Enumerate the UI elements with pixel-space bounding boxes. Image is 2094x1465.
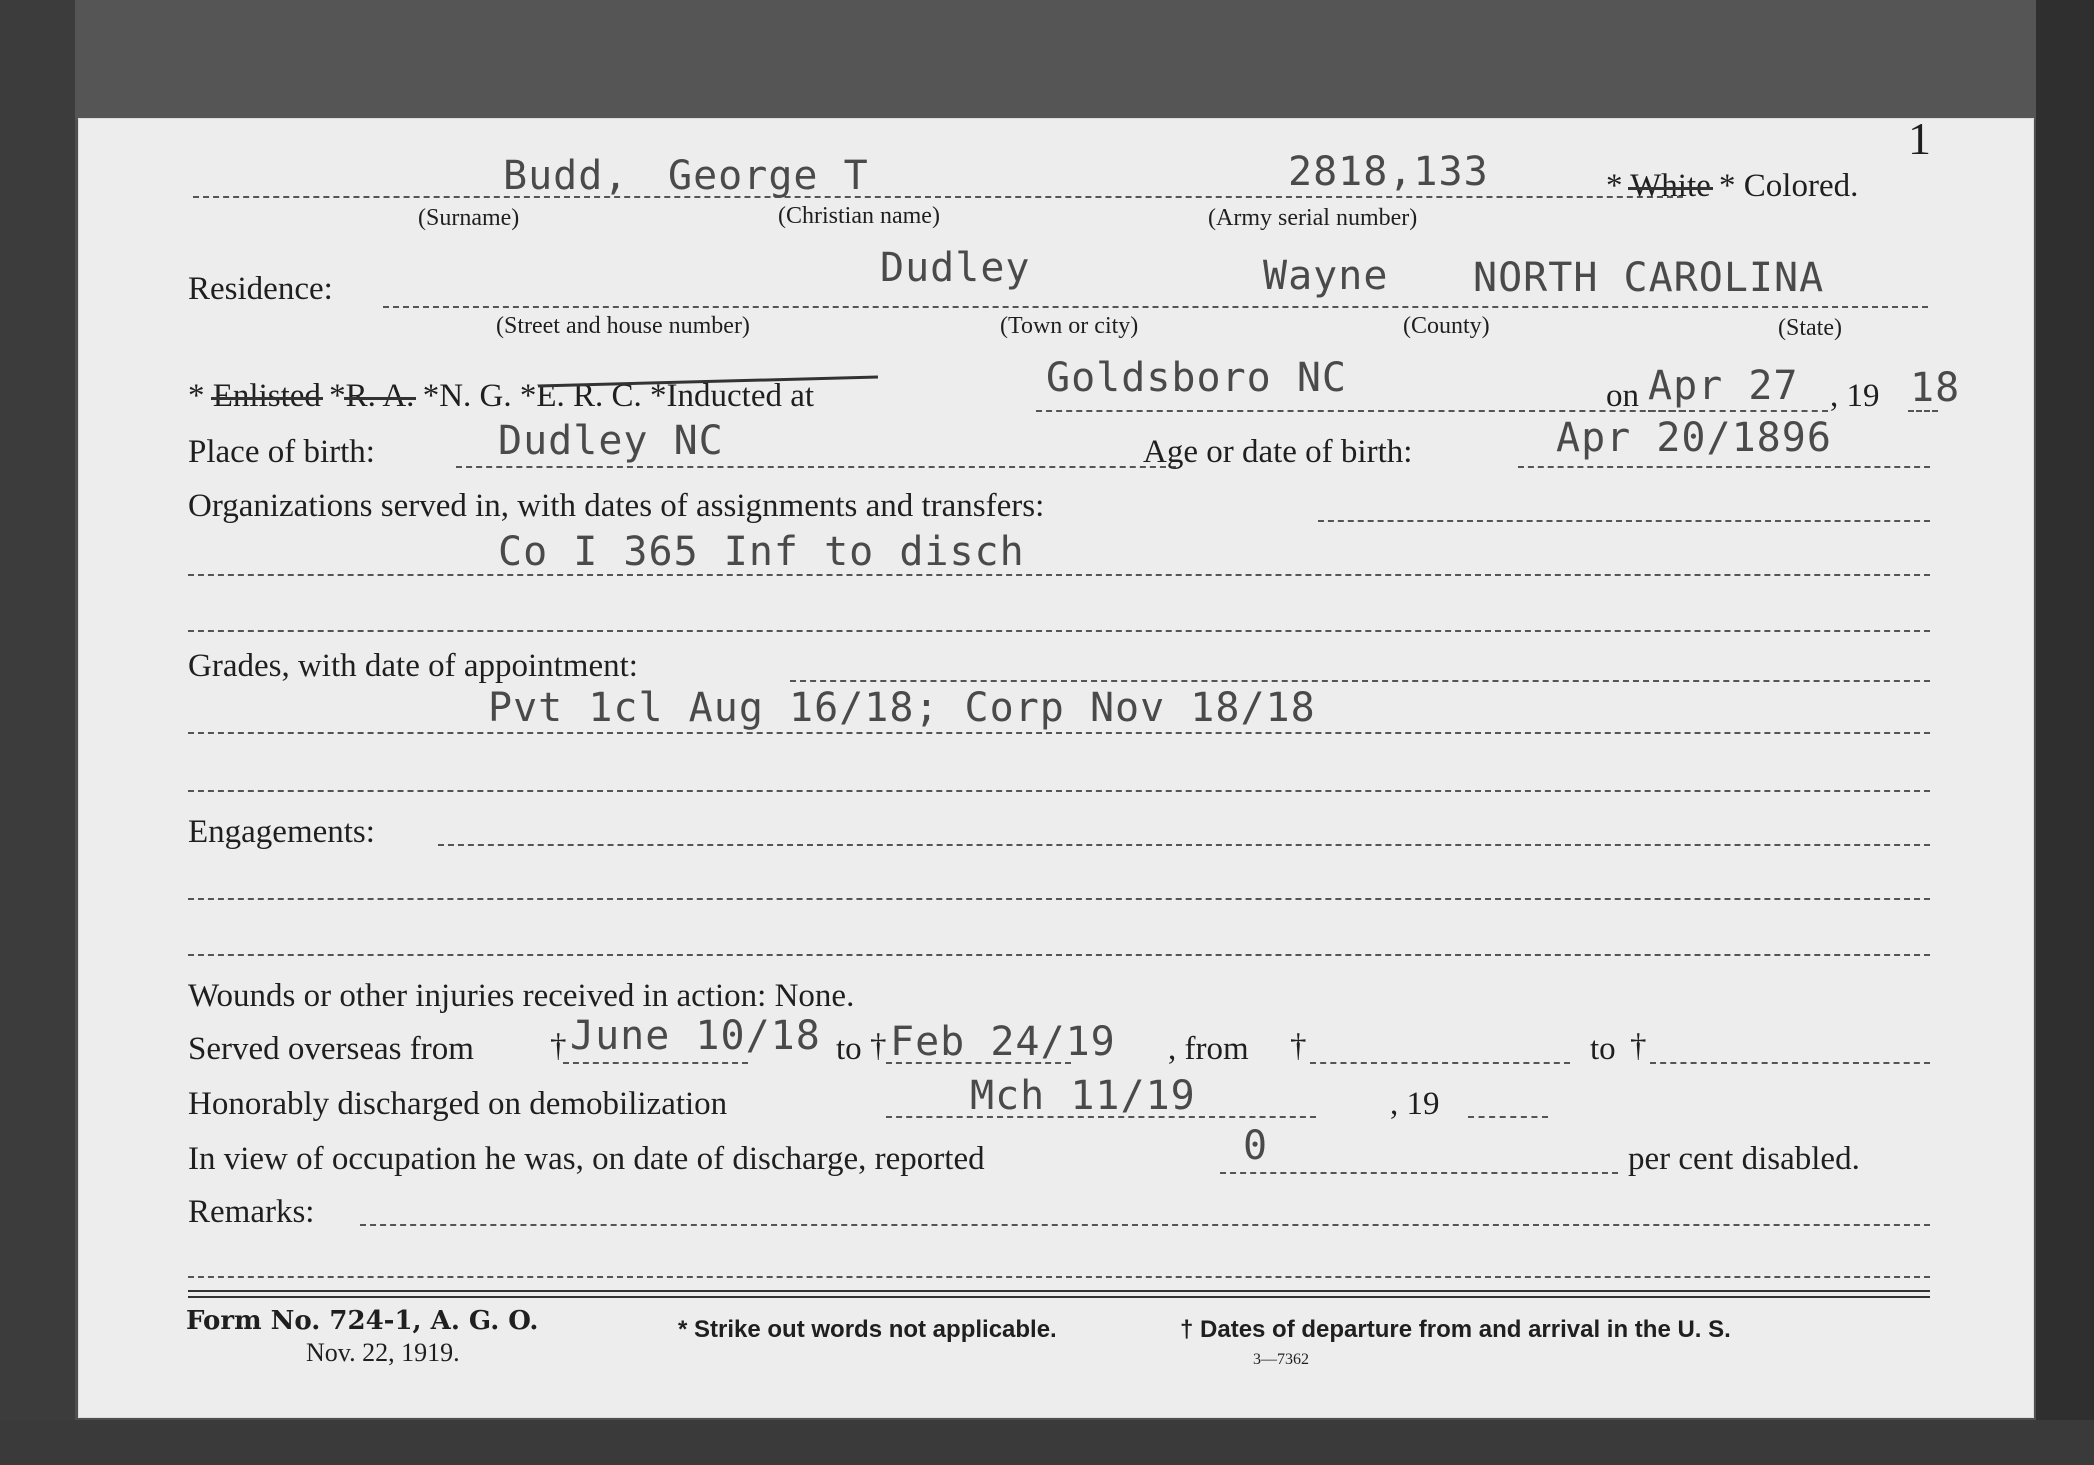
discharge-label: Honorably discharged on demobilization xyxy=(188,1086,728,1122)
christian-name-caption: (Christian name) xyxy=(778,203,940,229)
organizations-value: Co I 365 Inf to disch xyxy=(498,529,1025,575)
induction-year-prefix: , 19 xyxy=(1830,378,1880,414)
disability-suffix: per cent disabled. xyxy=(1628,1141,1860,1177)
race-colored: Colored. xyxy=(1743,168,1859,204)
overseas-to-label: to xyxy=(836,1031,862,1067)
place-of-birth-value: Dudley NC xyxy=(498,418,724,464)
scan-background-top xyxy=(0,0,2094,120)
ng-option: N. G. xyxy=(439,378,512,414)
race-options xyxy=(1606,170,1858,203)
ra-struck: R. A. xyxy=(345,378,415,414)
surname-caption: (Surname) xyxy=(418,205,520,231)
overseas-from-line xyxy=(563,1062,748,1064)
remarks-line-2 xyxy=(188,1276,1930,1278)
dagger-mark: † xyxy=(550,1028,567,1064)
residence-line xyxy=(383,306,1928,308)
inducted-at-line xyxy=(1036,410,1686,412)
dagger-mark: † xyxy=(870,1028,887,1064)
overseas-from-value: June 10/18 xyxy=(570,1013,821,1059)
wounds-label: Wounds or other injuries received in action: None. xyxy=(188,978,855,1014)
served-overseas-label: Served overseas from xyxy=(188,1031,474,1067)
organizations-line-2 xyxy=(188,574,1930,576)
scan-background-right xyxy=(2036,0,2094,1465)
residence-county-value: Wayne xyxy=(1263,253,1389,299)
residence-state-value: NORTH CAROLINA xyxy=(1473,255,1825,301)
dates-note: † Dates of departure from and arrival in the U. S. xyxy=(1180,1316,1731,1343)
inducted-label: Inducted at xyxy=(666,378,815,414)
grades-label: Grades, with date of appointment: xyxy=(188,648,638,684)
grades-line-3 xyxy=(188,790,1930,792)
overseas-to-value: Feb 24/19 xyxy=(890,1019,1116,1065)
disability-value: 0 xyxy=(1243,1123,1269,1169)
engagements-line-3 xyxy=(188,954,1930,956)
overseas-to2-line xyxy=(1650,1062,1930,1064)
organizations-label: Organizations served in, with dates of assignments and transfers: xyxy=(188,488,1045,524)
service-record-card xyxy=(78,113,2034,1418)
print-code: 3—7362 xyxy=(1253,1351,1309,1368)
surname-value: Budd, xyxy=(503,153,629,199)
asterisk-mark: * xyxy=(1710,168,1744,204)
card-number: 1 xyxy=(1908,113,1931,164)
scan-background-left xyxy=(0,0,75,1465)
discharge-year-label: , 19 xyxy=(1390,1086,1440,1122)
discharge-year-line xyxy=(1468,1116,1548,1118)
dagger-mark: † xyxy=(1630,1028,1647,1064)
overseas-to2-label: to xyxy=(1590,1031,1616,1067)
engagements-line-1 xyxy=(438,844,1930,846)
strike-out-note: * Strike out words not applicable. xyxy=(678,1316,1057,1343)
remarks-label: Remarks: xyxy=(188,1194,315,1230)
engagements-label: Engagements: xyxy=(188,814,375,850)
serial-number-caption: (Army serial number) xyxy=(1208,205,1418,231)
organizations-line-1 xyxy=(1318,520,1930,522)
residence-label: Residence: xyxy=(188,271,333,307)
residence-town-value: Dudley xyxy=(880,245,1031,291)
street-caption: (Street and house number) xyxy=(496,313,750,339)
name-line xyxy=(193,196,1683,198)
footer-rule-2 xyxy=(188,1296,1930,1298)
overseas-from2-label: , from xyxy=(1168,1031,1249,1067)
on-label: on xyxy=(1606,378,1639,414)
disability-label: In view of occupation he was, on date of discharge, reported xyxy=(188,1141,985,1177)
enlisted-struck: Enlisted xyxy=(212,378,321,414)
induction-year-value: 18 xyxy=(1910,365,1961,411)
disability-line xyxy=(1220,1172,1618,1174)
remarks-line-1 xyxy=(360,1224,1930,1226)
grades-value: Pvt 1cl Aug 16/18; Corp Nov 18/18 xyxy=(488,685,1316,731)
county-caption: (County) xyxy=(1403,313,1490,339)
serial-number-value: 2818,133 xyxy=(1288,149,1489,195)
town-caption: (Town or city) xyxy=(1000,313,1139,339)
discharge-value: Mch 11/19 xyxy=(970,1073,1196,1119)
grades-line-2 xyxy=(188,732,1930,734)
christian-name-value: George T xyxy=(668,153,869,199)
form-number: Form No. 724-1, A. G. O. xyxy=(186,1306,539,1336)
erc-option: E. R. C. xyxy=(536,378,642,414)
induction-date-line xyxy=(1648,410,1828,412)
scan-background-bottom xyxy=(0,1420,2094,1465)
date-of-birth-label: Age or date of birth: xyxy=(1143,434,1413,470)
organizations-line-3 xyxy=(188,630,1930,632)
grades-line-1 xyxy=(790,680,1930,682)
date-of-birth-value: Apr 20/1896 xyxy=(1556,415,1832,461)
asterisk-mark: * xyxy=(1606,168,1631,204)
race-white-struck: White xyxy=(1630,168,1711,204)
place-of-birth-label: Place of birth: xyxy=(188,434,375,470)
form-date: Nov. 22, 1919. xyxy=(306,1338,460,1367)
date-of-birth-line xyxy=(1518,466,1930,468)
inducted-at-value: Goldsboro NC xyxy=(1046,355,1347,401)
dagger-mark: † xyxy=(1290,1028,1307,1064)
induction-date-value: Apr 27 xyxy=(1648,363,1799,409)
engagements-line-2 xyxy=(188,898,1930,900)
place-of-birth-line xyxy=(456,466,1176,468)
footer-rule-1 xyxy=(188,1290,1930,1292)
enlistment-options: * Enlisted *R. A. *N. G. *E. R. C. *Inducted at xyxy=(188,378,815,414)
overseas-from2-line xyxy=(1310,1062,1570,1064)
state-caption: (State) xyxy=(1778,315,1842,341)
